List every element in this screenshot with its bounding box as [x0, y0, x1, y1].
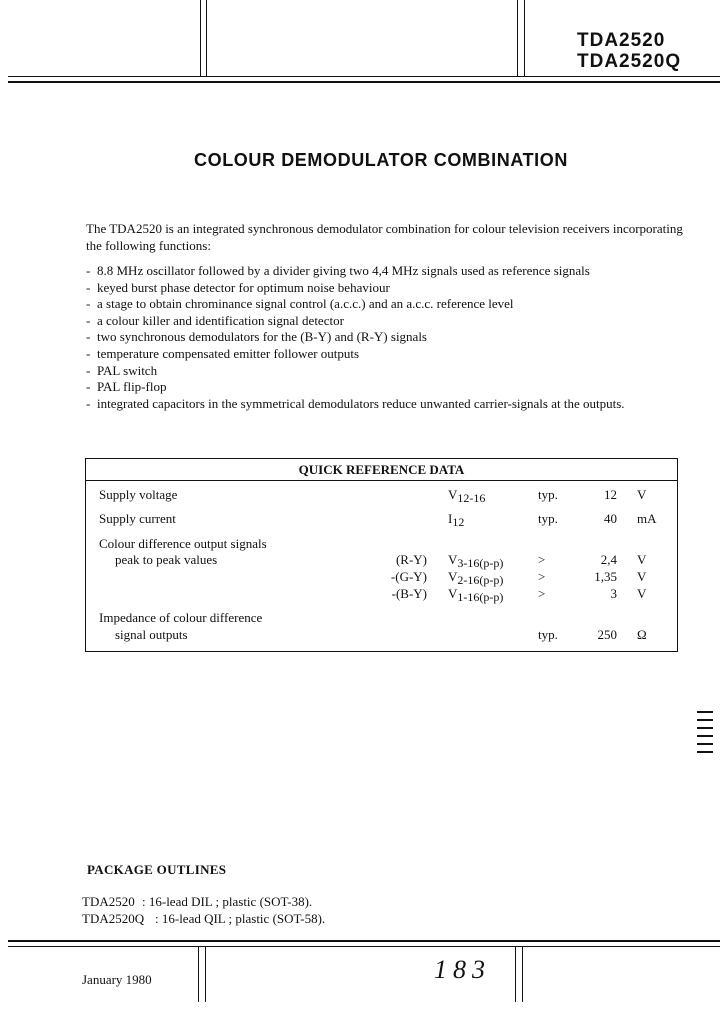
section-tab-mark — [697, 719, 713, 721]
section-tab-mark — [697, 727, 713, 729]
feature-item: - integrated capacitors in the symmetrical demodulators reduce unwanted carrier-signals at the outputs. — [86, 395, 625, 411]
section-tab-mark — [697, 743, 713, 745]
footer-vline-1 — [198, 946, 199, 1002]
footer-date: January 1980 — [82, 972, 152, 987]
footer-rule-top — [8, 940, 720, 942]
section-tab-mark — [697, 751, 713, 753]
table-row: peak to peak values (R-Y) $V_{3-16(p-p)}$ > 2,4 V — [115, 552, 647, 570]
feature-item: - a stage to obtain chrominance signal control (a.c.c.) and an a.c.c. reference level — [86, 296, 514, 312]
page-title: COLOUR DEMODULATOR COMBINATION — [194, 150, 568, 170]
feature-item: - 8.8 MHz oscillator followed by a divider giving two 4,4 MHz signals used as reference signals — [86, 263, 590, 278]
header-rule-top — [8, 76, 720, 77]
footer-rule-bottom — [8, 946, 720, 947]
table-row: Supply current $I_{12}$ typ. 40 mA — [99, 511, 657, 529]
table-row: -(G-Y) $V_{2-16(p-p)}$ > 1,35 V — [390, 569, 647, 587]
feature-list — [86, 263, 686, 412]
feature-item: - a colour killer and identification signal detector — [86, 312, 344, 328]
footer-vline-2 — [205, 946, 206, 1002]
quick-reference-heading: QUICK REFERENCE DATA — [86, 459, 677, 481]
table-row: Supply voltage $V_{12-16}$ typ. 12 V — [99, 487, 647, 505]
header-vline-1 — [200, 0, 201, 76]
section-tab-mark — [697, 711, 713, 713]
quick-reference-table — [85, 458, 678, 652]
feature-item: - temperature compensated emitter follower outputs — [86, 345, 360, 361]
feature-item: - two synchronous demodulators for the (B-Y) and (R-Y) signals — [86, 329, 427, 345]
table-row: Impedance of colour difference — [99, 610, 263, 625]
header-vline-4 — [524, 0, 525, 76]
table-row: signal outputs typ. 250 Ω — [115, 627, 647, 642]
footer-vline-3 — [515, 946, 516, 1002]
table-row: -(B-Y) $V_{1-16(p-p)}$ > 3 V — [391, 586, 647, 604]
feature-item: - PAL flip-flop — [86, 379, 167, 395]
feature-item: - keyed burst phase detector for optimum noise behaviour — [86, 279, 390, 295]
feature-item: - PAL switch — [86, 362, 158, 378]
footer-vline-4 — [522, 946, 523, 1002]
header-vline-3 — [517, 0, 518, 76]
section-tab-mark — [697, 735, 713, 737]
product-code-2: TDA2520Q — [577, 51, 682, 72]
table-row: Colour difference output signals — [99, 536, 267, 551]
header-rule-bottom — [8, 81, 720, 83]
package-outlines-heading: PACKAGE OUTLINES — [87, 862, 227, 877]
product-code-1: TDA2520 — [577, 30, 666, 51]
page-number: 183 — [434, 955, 491, 984]
header-vline-2 — [206, 0, 207, 76]
intro-paragraph: The TDA2520 is an integrated synchronous demodulator combination for colour television receivers incorporating the following functions: — [86, 221, 683, 253]
package-line-qil: TDA2520Q : 16-lead QIL ; plastic (SOT-58). — [82, 911, 326, 926]
package-line-dil: TDA2520 : 16-lead DIL ; plastic (SOT-38). — [82, 894, 313, 909]
